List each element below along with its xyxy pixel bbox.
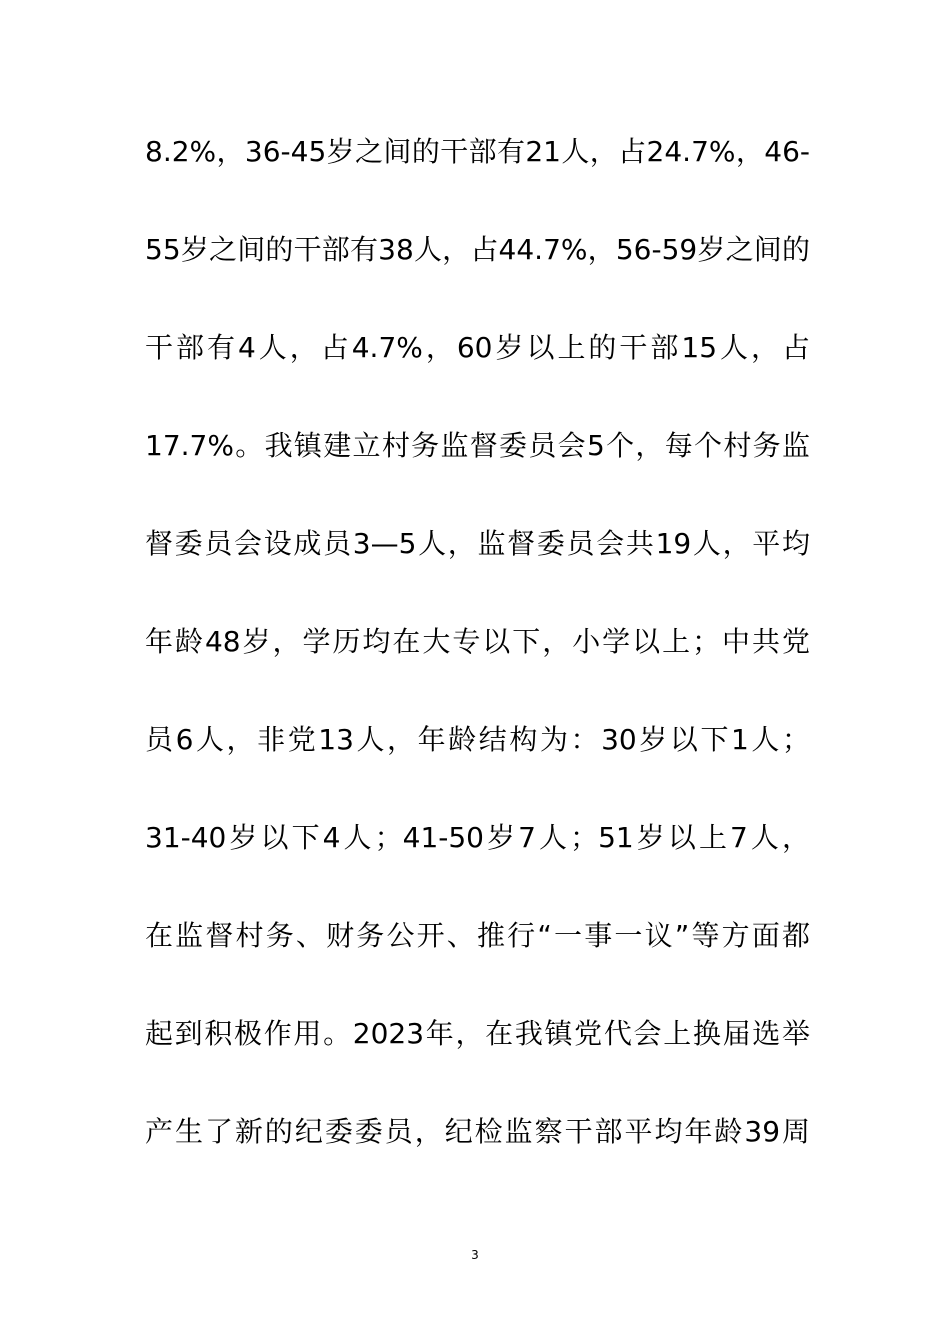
body-text-line: 31-40岁以下4人；41-50岁7人；51岁以上7人， bbox=[145, 821, 810, 854]
body-text-line: 55岁之间的干部有38人，占44.7%，56-59岁之间的 bbox=[145, 233, 810, 266]
body-text-line: 产生了新的纪委委员，纪检监察干部平均年龄39周 bbox=[145, 1115, 810, 1148]
body-text-line: 员6人，非党13人，年龄结构为：30岁以下1人； bbox=[145, 723, 810, 756]
body-text-line: 年龄48岁，学历均在大专以下，小学以上；中共党 bbox=[145, 625, 810, 658]
body-text-line: 干部有4人，占4.7%，60岁以上的干部15人，占 bbox=[145, 331, 810, 364]
body-text-line: 督委员会设成员3—5人，监督委员会共19人，平均 bbox=[145, 527, 810, 560]
body-text-line: 在监督村务、财务公开、推行“一事一议”等方面都 bbox=[145, 919, 810, 952]
body-text-line: 17.7%。我镇建立村务监督委员会5个，每个村务监 bbox=[145, 429, 810, 462]
page-number: 3 bbox=[471, 1248, 479, 1262]
body-text-line: 8.2%，36-45岁之间的干部有21人，占24.7%，46- bbox=[145, 135, 810, 168]
body-text-line: 起到积极作用。2023年，在我镇党代会上换届选举 bbox=[145, 1017, 810, 1050]
